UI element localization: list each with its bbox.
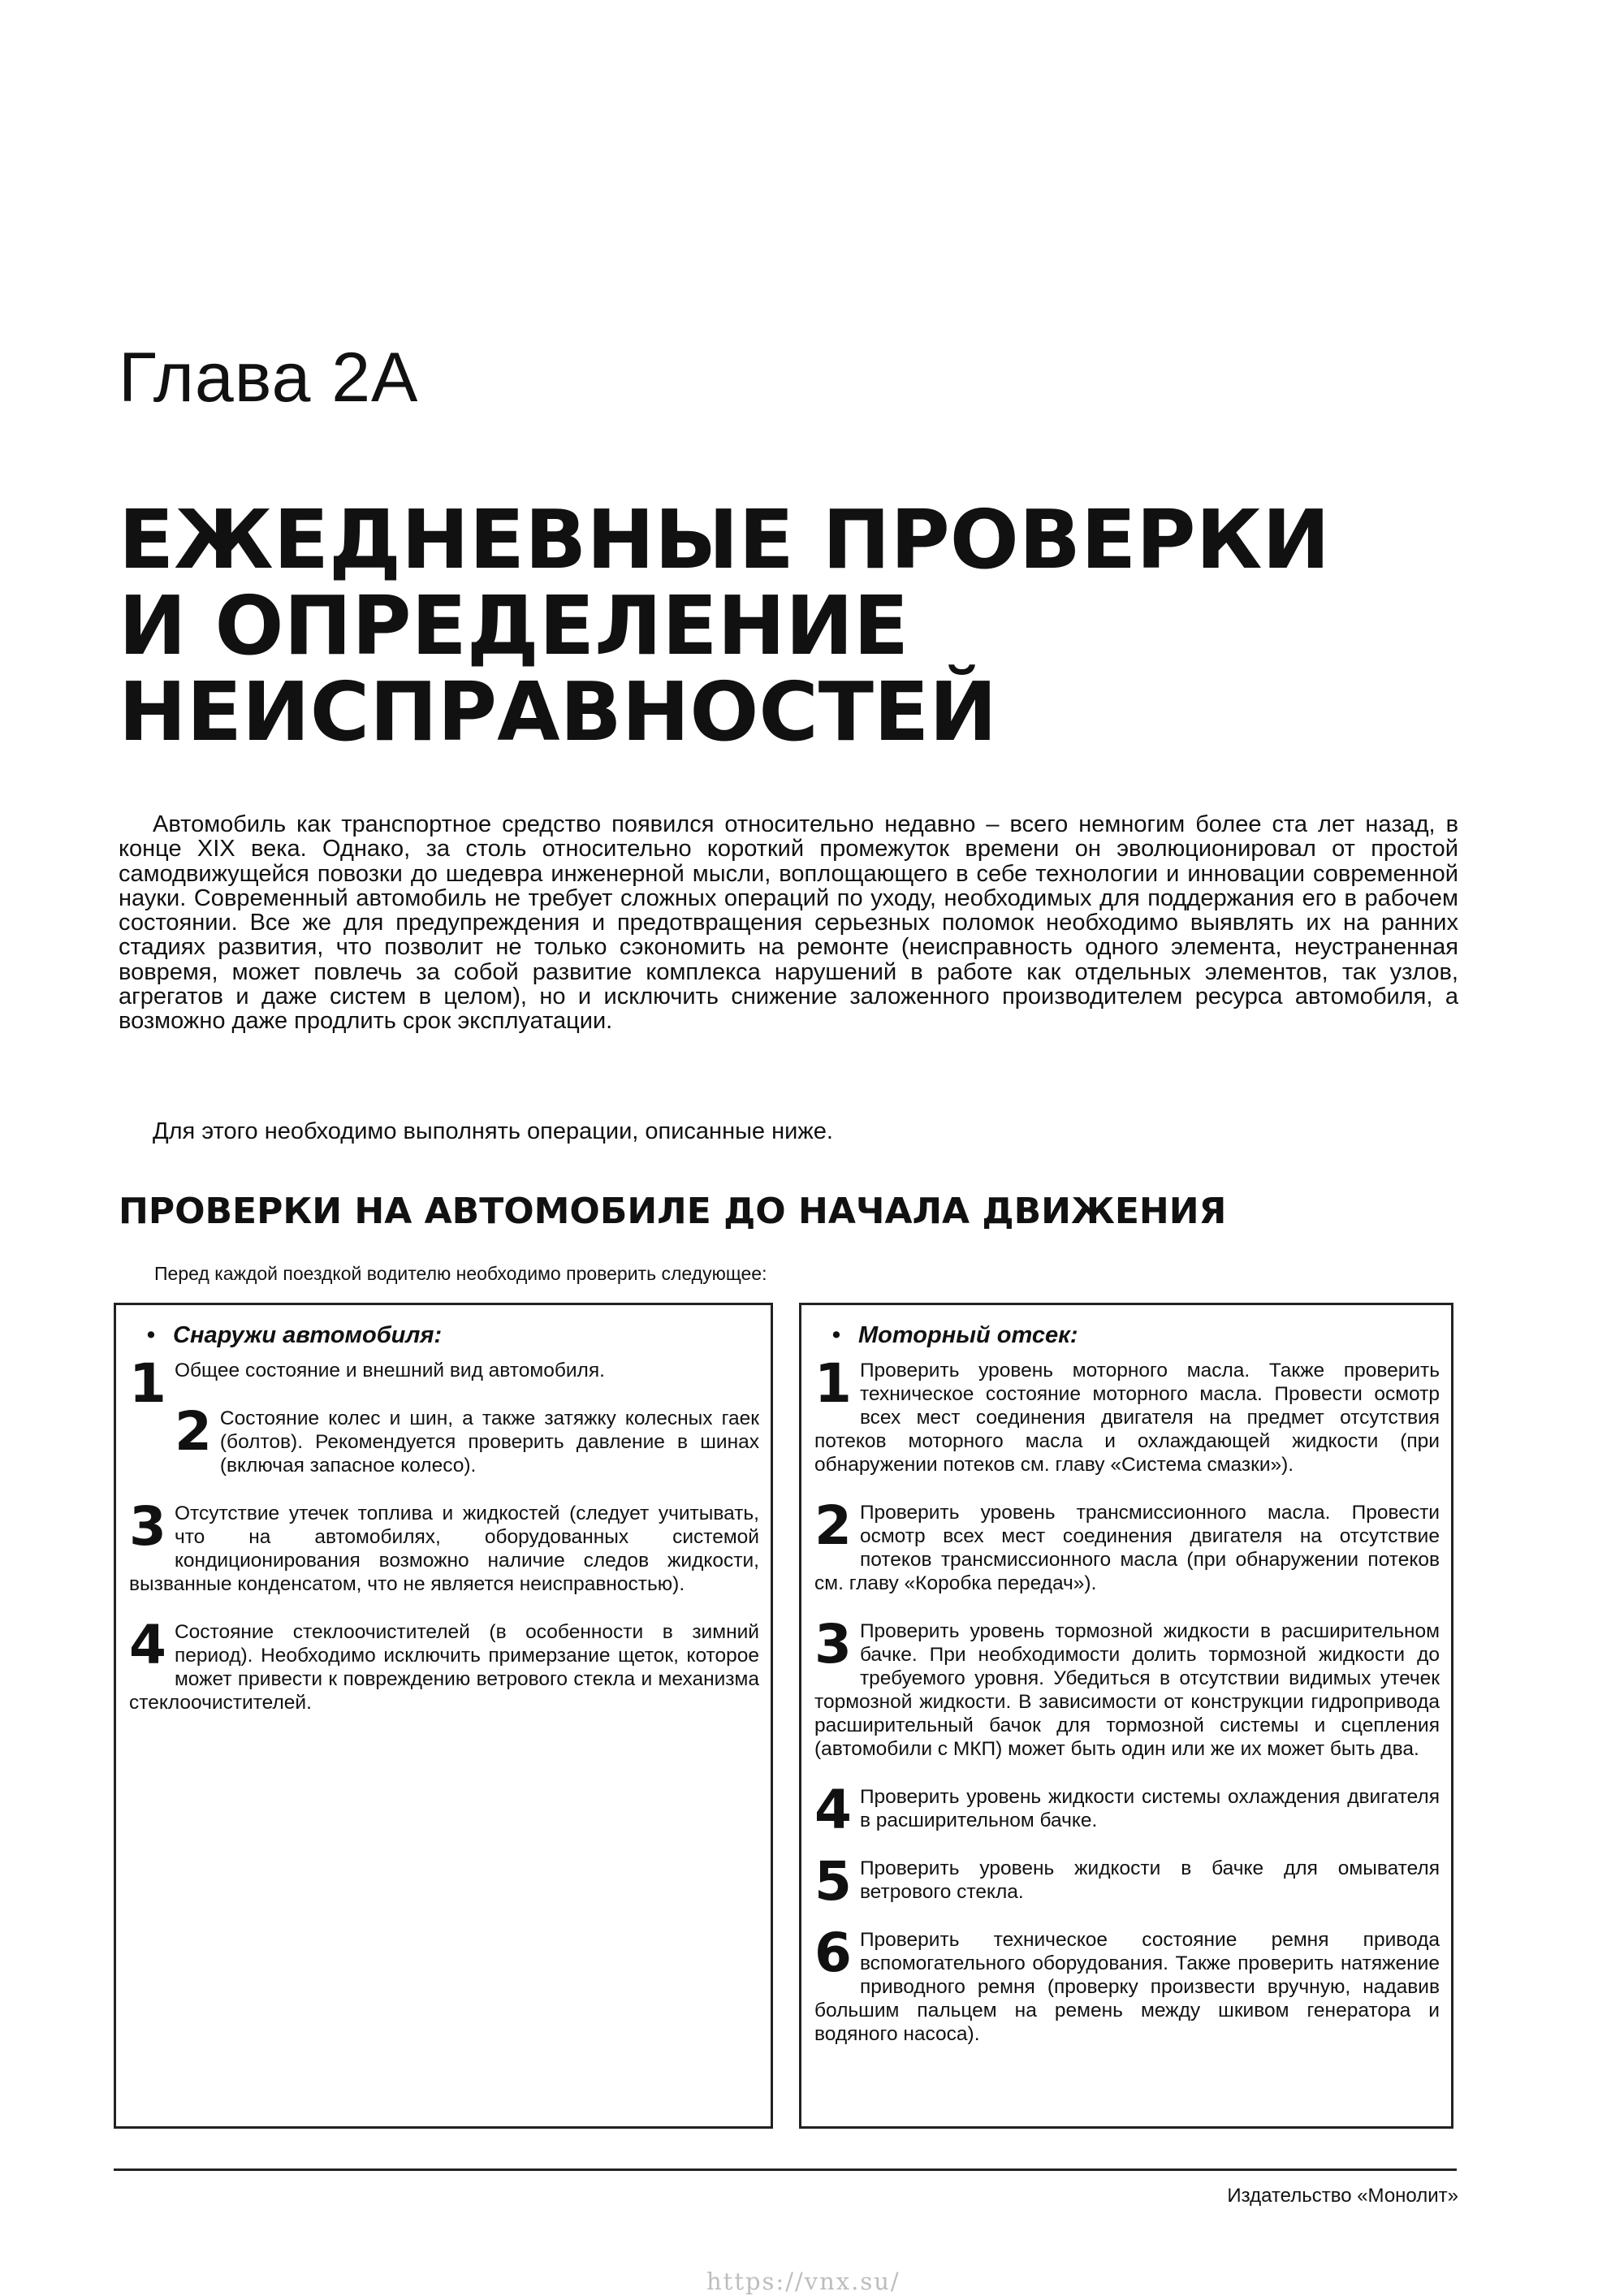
item-text: Состояние колес и шин, а также затяжку колесных гаек (болтов). Рекомендуется проверить давление в шинах (включая запасное колесо). [219, 1407, 759, 1477]
box-header-label: Моторный отсек: [858, 1322, 1078, 1348]
title-line-2: И ОПРЕДЕЛЕНИЕ [119, 578, 909, 673]
bullet-icon: • [831, 1322, 841, 1348]
item-text: Проверить уровень жидкости системы охлаждения двигателя в расширительном бачке. [859, 1786, 1440, 1831]
chapter-label: Глава 2А [119, 339, 419, 417]
box-header-label: Снаружи автомобиля: [173, 1322, 443, 1348]
item-number: 3 [129, 1495, 166, 1558]
item-text: Состояние стеклоочистителей (в особенности в зимний период). Необходимо исключить примерзание щеток, которое может привести к повреждению ветрового стекла и механизма стеклоочистителей. [129, 1621, 759, 1714]
item-number: 2 [814, 1494, 852, 1557]
list-item [814, 1613, 1440, 1761]
item-number: 4 [814, 1779, 852, 1841]
list-item [814, 1779, 1440, 1841]
section-subtitle: Перед каждой поездкой водителю необходимо проверить следующее: [154, 1263, 767, 1284]
item-text: Проверить уровень жидкости в бачке для омывателя ветрового стекла. [859, 1857, 1440, 1903]
title-line-1: ЕЖЕДНЕВНЫЕ ПРОВЕРКИ [119, 492, 1330, 587]
item-number: 3 [814, 1613, 852, 1676]
item-text: Проверить уровень трансмиссионного масла. Провести осмотр всех мест соединения двигателя на отсутствие потеков трансмиссионного масла (при обнаружении потеков см. главу «Коробка передач»). [814, 1502, 1440, 1594]
title-line-3: НЕИСПРАВНОСТЕЙ [119, 664, 997, 759]
item-text: Отсутствие утечек топлива и жидкостей (следует учитывать, что на автомобилях, оборудованных системой кондиционирования возможно наличие следов жидкости, вызванные конденсатом, что не является неисправностью). [129, 1503, 759, 1595]
box-header [129, 1323, 759, 1347]
item-number: 4 [129, 1614, 166, 1676]
engine-bay-checks-box [799, 1303, 1453, 2129]
item-number: 2 [174, 1400, 212, 1463]
exterior-checks-box [114, 1303, 773, 2129]
item-text: Общее состояние и внешний вид автомобиля. [174, 1360, 605, 1381]
footer-divider [114, 2168, 1457, 2171]
list-item [814, 1922, 1440, 2046]
bullet-icon: • [146, 1322, 156, 1348]
item-text: Проверить уровень моторного масла. Также проверить техническое состояние моторного масла. Провести осмотр всех мест соединения двигателя на предмет отсутствия потеков моторного масла и охлаждающей жидкости (при обнаружении потеков см. главу «Система смазки»). [814, 1360, 1440, 1476]
intro-note: Для этого необходимо выполнять операции, описанные ниже. [153, 1118, 833, 1144]
list-item [129, 1495, 759, 1596]
intro-paragraph: Автомобиль как транспортное средство появился относительно недавно – всего немногим более ста лет назад, в конце XIX века. Однако, за столь относительно короткий промежуток времени он эволюционировал от простой самодвижущейся повозки до шедевра инженерной мысли, воплощающего в себе технологии и инновации современной науки. Современный автомобиль не требует сложных операций по уходу, необходимых для поддержания его в рабочем состоянии. Все же для предупреждения и предотвращения серьезных поломок необходимо выявлять их на ранних стадиях развития, что позволит не только сэкономить на ремонте (неисправность одного элемента, неустраненная вовремя, может повлечь за собой развитие комплекса нарушений в работе как отдельных элементов, так узлов, агрегатов и даже систем в целом), но и исключить снижение заложенного производителем ресурса автомобиля, а возможно даже продлить срок эксплуатации. [119, 811, 1458, 1035]
item-number: 6 [814, 1922, 852, 1984]
list-item [129, 1352, 759, 1415]
box-header [814, 1323, 1440, 1347]
item-number: 1 [814, 1352, 852, 1415]
item-text: Проверить техническое состояние ремня привода вспомогательного оборудования. Также проверить натяжение приводного ремня (проверку произвести вручную, надавив большим пальцем на ремень между шкивом генератора и водяного насоса). [814, 1929, 1440, 2045]
watermark-link[interactable]: https://vnx.su/ [706, 2268, 901, 2295]
list-item [814, 1352, 1440, 1477]
section-title: ПРОВЕРКИ НА АВТОМОБИЛЕ ДО НАЧАЛА ДВИЖЕНИЯ [119, 1191, 1227, 1232]
page-title [119, 492, 1540, 759]
item-number: 5 [814, 1850, 852, 1913]
list-item [129, 1400, 759, 1477]
publisher-credit: Издательство «Монолит» [1227, 2185, 1458, 2207]
list-item [814, 1850, 1440, 1913]
item-number: 1 [129, 1352, 166, 1415]
list-item [814, 1494, 1440, 1595]
item-text: Проверить уровень тормозной жидкости в расширительном бачке. При необходимости долить тормозной жидкости до требуемого уровня. Убедиться в отсутствии видимых утечек тормозной жидкости. В зависимости от конструкции гидропривода расширительный бачок для тормозной системы и сцепления (автомобили с МКП) может быть один или же их может быть два. [814, 1620, 1440, 1760]
list-item [129, 1614, 759, 1714]
